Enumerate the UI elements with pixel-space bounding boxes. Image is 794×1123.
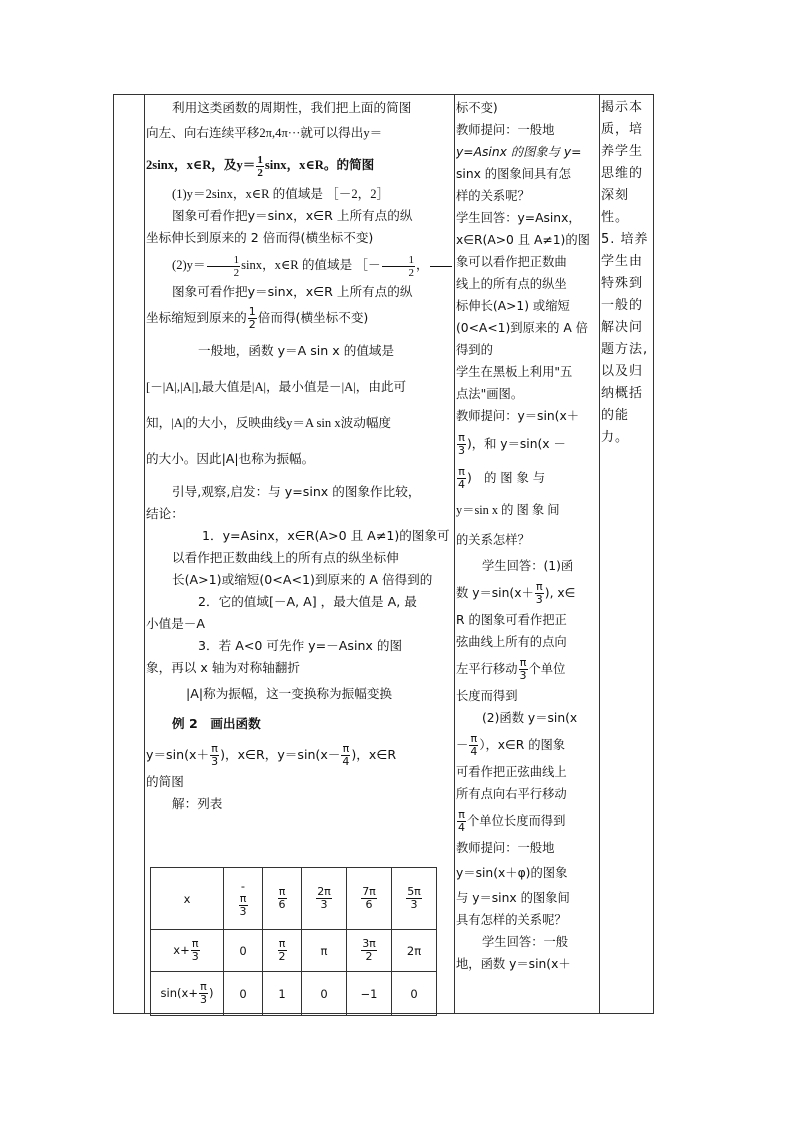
text-line: (2)y＝ $\frac{1}{2}$ sinx，x∈R 的值域是 ［－ $\frac{1}{2}$ ， xyxy=(146,249,448,281)
text-line: 长度而得到 xyxy=(456,689,518,703)
text-line: 可看作把正弦曲线上 xyxy=(456,765,567,779)
text-line: y＝sin x 的 图 象 间 xyxy=(456,503,560,517)
content-column xyxy=(146,97,452,815)
table-cell: sin(x+ $\frac{\pi}{3}$ ) xyxy=(151,972,224,1016)
teacher-student-column xyxy=(456,97,599,975)
table-cell: π xyxy=(302,930,347,972)
text-line: (0<A<1)到原来的 A 倍 xyxy=(456,321,588,335)
text-line: 引导,观察,启发：与 y=sinx 的图象作比较， xyxy=(172,484,421,499)
text-line: 3．若 A<0 可先作 y=－Asinx 的图 xyxy=(198,638,403,653)
text-line: 标不变) xyxy=(456,101,498,115)
table-cell: 0 xyxy=(392,972,437,1016)
text-line: 教师提问：y＝sin(x＋ xyxy=(456,409,580,423)
text-line: 点法"画图。 xyxy=(456,387,524,401)
text-line: 解决问 xyxy=(601,320,644,335)
text-line: 利用这类函数的周期性，我们把上面的简图 xyxy=(172,100,412,115)
text-line: 的能力。 xyxy=(601,408,630,445)
text-line: 揭示本 xyxy=(601,100,644,115)
table-cell: 0 xyxy=(224,930,263,972)
text-line: 坐标缩短到原来的 $\frac{1}{2}$ 倍而得(横坐标不变) xyxy=(146,305,369,331)
text-line: 所有点向右平行移动 xyxy=(456,787,567,801)
text-line: R 的图象可看作把正 xyxy=(456,613,567,627)
text-line: $\frac{\pi}{4}$ ) 的 图 象 与 xyxy=(458,465,546,491)
text-line: 一般的 xyxy=(601,298,644,313)
value-table xyxy=(150,867,437,1016)
text-line: 知，|A|的大小，反映曲线y＝A sin x波动幅度 xyxy=(146,416,392,430)
text-line: 结论： xyxy=(146,506,184,521)
text-line: 的关系怎样？ xyxy=(456,533,530,547)
text-line: － $\frac{\pi}{4}$ ），x∈R 的图象 xyxy=(456,732,566,758)
text-line: 思维的 xyxy=(601,166,644,181)
text-line: 坐标伸长到原来的 2 倍而得(横坐标不变) xyxy=(146,230,374,245)
lesson-table xyxy=(113,94,654,1014)
design-intent-column xyxy=(601,97,653,449)
text-line: 养学生 xyxy=(601,144,644,159)
text-line: 地，函数 y＝sin(x＋ xyxy=(456,957,571,971)
text-line: 象，再以 x 轴为对称轴翻折 xyxy=(146,660,300,675)
text-line: 以看作把正数曲线上的所有点的纵坐标伸 xyxy=(172,550,399,565)
example-heading: 例 2 画出函数 xyxy=(172,716,261,731)
text-line: 学生回答：y=Asinx， xyxy=(456,211,581,225)
table-cell: 0 xyxy=(224,972,263,1016)
text-line: y＝sin(x＋φ)的图象 xyxy=(456,866,568,880)
text-line: 象可以看作把正数曲 xyxy=(456,255,567,269)
text-line: [－|A|,|A|],最大值是|A|，最小值是－|A|，由此可 xyxy=(146,380,407,394)
table-cell: −1 xyxy=(347,972,392,1016)
table-cell: x+ $\frac{\pi}{3}$ xyxy=(151,930,224,972)
text-line: 解：列表 xyxy=(172,796,223,811)
text-line: 线上的所有点的纵坐 xyxy=(456,277,567,291)
text-line: |A|称为振幅，这一变换称为振幅变换 xyxy=(186,686,393,701)
text-line: 题方法, xyxy=(601,342,649,357)
table-row xyxy=(151,868,437,930)
table-cell: $\frac{7\pi}{6}$ xyxy=(347,868,392,930)
table-cell: $\frac{3\pi}{2}$ xyxy=(347,930,392,972)
table-cell: $\frac{5\pi}{3}$ xyxy=(392,868,437,930)
text-line: 纳概括 xyxy=(601,386,644,401)
text-line: $\frac{\pi}{4}$ 个单位长度而得到 xyxy=(458,808,566,834)
text-line: 左平行移动 $\frac{\pi}{3}$ 个单位 xyxy=(456,656,566,682)
table-cell: $\frac{\pi}{2}$ xyxy=(263,930,302,972)
text-line: 2．它的值域[－A, A] ，最大值是 A, 最 xyxy=(198,594,417,609)
table-row xyxy=(151,930,437,972)
text-line: 1．y=Asinx，x∈R(A>0 且 A≠1)的图象可 xyxy=(202,528,450,543)
column-divider xyxy=(454,95,455,1013)
column-divider xyxy=(599,95,600,1013)
text-line: (2)函数 y＝sin(x xyxy=(482,711,578,725)
table-cell: $\frac{2\pi}{3}$ xyxy=(302,868,347,930)
text-line: (1)y＝2sinx，x∈R 的值域是 ［－2，2］ xyxy=(172,187,390,201)
text-line: 2sinx，x∈R，及y＝ $\frac{1}{2}$ sinx，x∈R。的简图 xyxy=(146,153,375,179)
text-line: 的简图 xyxy=(146,774,184,789)
text-line: 的大小。因此|A|也称为振幅。 xyxy=(146,451,315,466)
text-line: 质，培 xyxy=(601,122,644,137)
text-line: 以及归 xyxy=(601,364,644,379)
table-cell: - $\frac{\pi}{3}$ xyxy=(224,868,263,930)
table-cell: 1 xyxy=(263,972,302,1016)
text-line: 深刻性。 xyxy=(601,188,630,225)
table-cell: 2π xyxy=(392,930,437,972)
text-line: 学生由 xyxy=(601,254,644,269)
text-line: sinx 的图象间具有怎 xyxy=(456,167,571,181)
text-line: 学生回答：一般 xyxy=(482,935,569,949)
text-line: 学生在黑板上利用"五 xyxy=(456,365,573,379)
text-line: 图象可看作把y＝sinx，x∈R 上所有点的纵 xyxy=(172,208,413,223)
text-line: 标伸长(A>1) 或缩短 xyxy=(456,299,570,313)
text-line: 向左、向右连续平移2π,4π···就可以得出y＝ xyxy=(146,126,383,140)
text-line: 样的关系呢？ xyxy=(456,189,530,203)
text-line: 小值是－A xyxy=(146,616,205,631)
text-line: y＝sin(x＋ $\frac{\pi}{3}$ )，x∈R，y＝sin(x－ $\frac{\pi}{4}$ )，x∈R xyxy=(146,742,397,768)
text-line: 得到的 xyxy=(456,343,493,357)
text-line: 弦曲线上所有的点向 xyxy=(456,635,567,649)
text-line: y=Asinx 的图象与 y= xyxy=(456,145,582,159)
text-line: 与 y＝sinx 的图象间 xyxy=(456,891,570,905)
text-line: 长(A>1)或缩短(0<A<1)到原来的 A 倍得到的 xyxy=(172,572,433,587)
table-cell: 0 xyxy=(302,972,347,1016)
text-line: x∈R(A>0 且 A≠1)的图 xyxy=(456,233,590,247)
text-line: 一般地，函数 y＝A sin x 的值域是 xyxy=(198,343,395,358)
text-line: $\frac{\pi}{3}$ )，和 y＝sin(x － xyxy=(458,431,566,457)
column-divider xyxy=(144,95,145,1013)
table-cell: x xyxy=(151,868,224,930)
text-line: 具有怎样的关系呢？ xyxy=(456,913,567,927)
text-line: 特殊到 xyxy=(601,276,644,291)
text-line: 教师提问：一般地 xyxy=(456,123,555,137)
text-line: 学生回答：(1)函 xyxy=(482,559,574,573)
table-row xyxy=(151,972,437,1016)
text-line: 5. 培养 xyxy=(601,232,649,247)
text-line: 数 y＝sin(x＋ $\frac{\pi}{3}$ ), x∈ xyxy=(456,580,576,606)
table-cell: $\frac{\pi}{6}$ xyxy=(263,868,302,930)
text-line: 图象可看作把y＝sinx，x∈R 上所有点的纵 xyxy=(172,284,413,299)
text-line: 教师提问：一般地 xyxy=(456,841,555,855)
